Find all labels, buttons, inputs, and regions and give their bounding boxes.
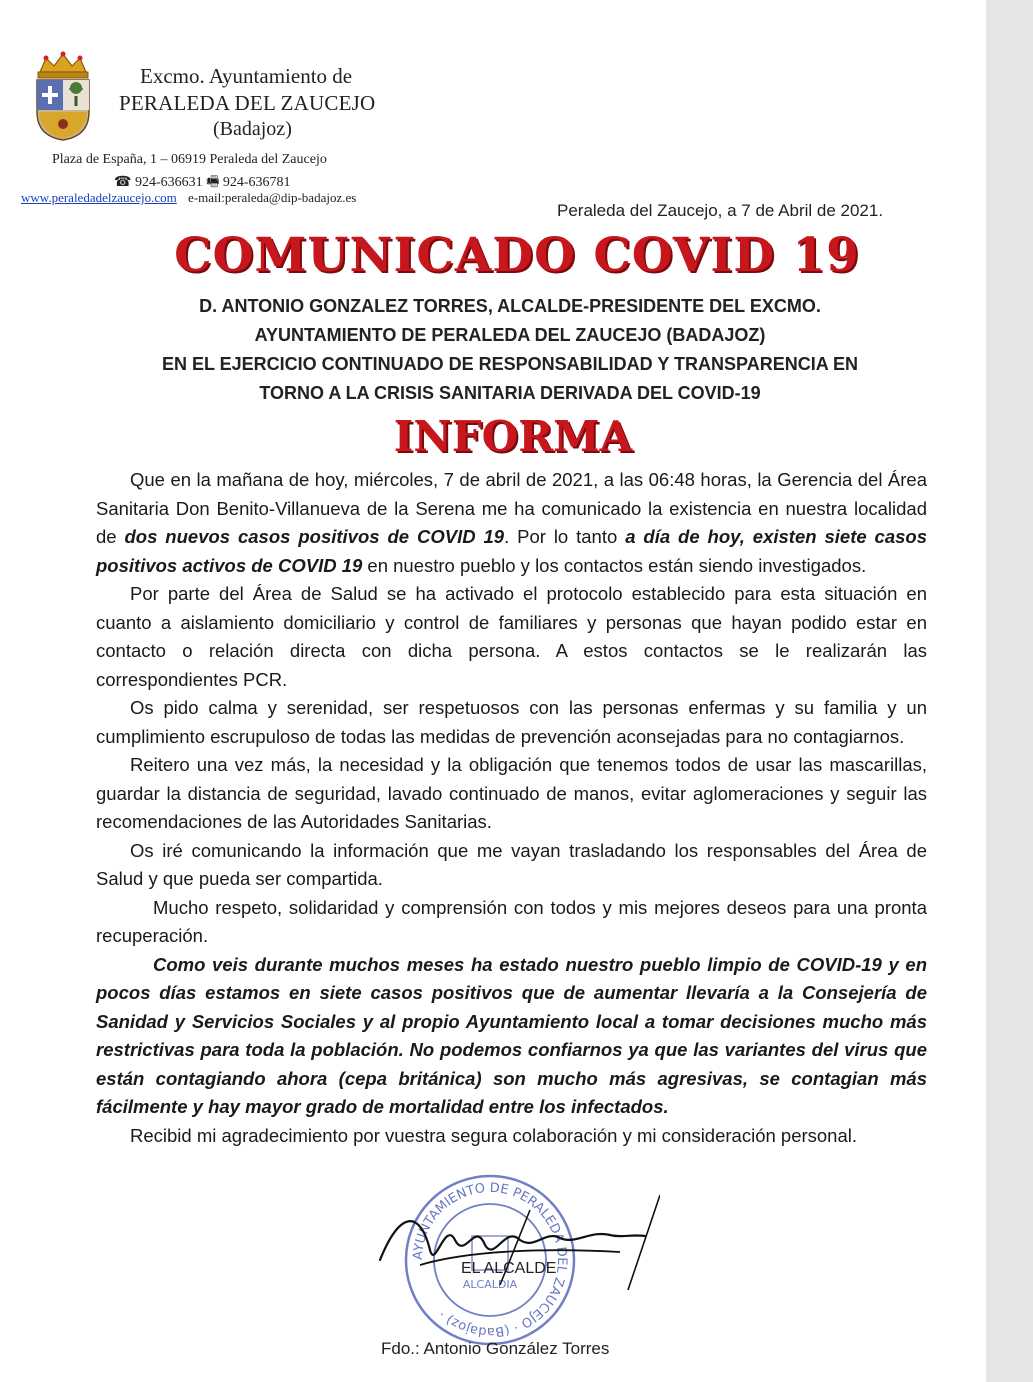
paragraph-6: Mucho respeto, solidaridad y comprensión con todos y mis mejores deseos para una pronta recuperación. — [96, 896, 927, 946]
paragraph-1: Que en la mañana de hoy, miércoles, 7 de abril de 2021, a las 06:48 horas, la Gerencia del Área Sanitaria Don Benito-Villanueva de la Serena me ha comunicado la existencia en nuestra localidad de dos nuevos casos positivos de COVID 19. Por lo tanto a día de hoy, existen siete casos positivos activos de COVID 19 en nuestro pueblo y los contactos están siendo investigados. — [96, 469, 928, 576]
intro-line-2: AYUNTAMIENTO DE PERALEDA DEL ZAUCEJO (BADAJOZ) — [254, 325, 766, 345]
paragraph-3: Os pido calma y serenidad, ser respetuosos con las personas enfermas y su familia y un cumplimiento escrupuloso de todas las medidas de prevención aconsejadas para no contagiarnos. — [96, 697, 927, 747]
paragraph-4: Reitero una vez más, la necesidad y la obligación que tenemos todos de usar las mascarillas, guardar la distancia de seguridad, lavado continuado de manos, evitar aglomeraciones y seguir las recomendaciones de las Autoridades Sanitarias. — [96, 754, 927, 832]
header-municipality: PERALEDA DEL ZAUCEJO — [119, 91, 376, 115]
header-province: (Badajoz) — [213, 118, 292, 140]
email-text: e-mail:peraleda@dip-badajoz.es — [188, 190, 357, 205]
paragraph-8: Recibid mi agradecimiento por vuestra segura colaboración y mi consideración personal. — [130, 1124, 858, 1146]
header-phone: ☎ 924-636631 🖷 924-636781 — [114, 175, 291, 190]
intro-line-3: EN EL EJERCICIO CONTINUADO DE RESPONSABILIDAD Y TRANSPARENCIA EN — [161, 354, 859, 374]
paragraph-7-emphasis: Como veis durante muchos meses ha estado nuestro pueblo limpio de COVID-19 y en pocos días estamos en siete casos positivos que de aumentar llevaría a la Consejería de Sanidad y Servicios Sociales y al propio Ayuntamiento local a tomar decisiones mucho más restrictivas para toda la población. No podemos confiarnos ya que las variantes del virus que están contagiando ahora (cepa británica) son mucho más agresivas, se contagian más fácilmente y hay mayor grado de mortalidad entre los infectados. — [96, 953, 927, 1117]
intro-line-1: D. ANTONIO GONZALEZ TORRES, ALCALDE-PRESIDENTE DEL EXCMO. — [199, 296, 821, 316]
paragraph-2: Por parte del Área de Salud se ha activado el protocolo establecido para esta situación en cuanto a aislamiento domiciliario y control de familiares y personas que hayan podido estar en contacto o relación directa con dicha persona. A estos contactos se le realizarán las correspondientes PCR. — [96, 583, 927, 690]
intro-line-4: TORNO A LA CRISIS SANITARIA DERIVADA DEL COVID-19 — [259, 383, 761, 403]
header-address: Plaza de España, 1 – 06919 Peraleda del Zaucejo — [52, 152, 327, 167]
signer-name: Fdo.: Antonio González Torres — [381, 1339, 610, 1358]
header-contact — [21, 190, 356, 206]
paragraph-5: Os iré comunicando la información que me vayan trasladando los responsables del Área de Salud y que pueda ser compartida. — [96, 839, 927, 889]
website-link[interactable]: www.peraledadelzaucejo.com — [21, 190, 177, 205]
informa-heading: INFORMA — [393, 412, 633, 461]
svg-text:AYUNTAMIENTO DE PERALEDA DEL Z: AYUNTAMIENTO DE PERALEDA DEL ZAUCEJO · (Badajoz) · — [410, 1180, 570, 1340]
document-title: COMUNICADO COVID 19 — [174, 228, 860, 283]
coat-of-arms-icon — [32, 50, 94, 142]
document-body — [96, 466, 927, 1150]
svg-text:ALCALDIA: ALCALDIA — [462, 1278, 518, 1291]
signer-role: EL ALCALDE — [461, 1260, 557, 1277]
document-date: Peraleda del Zaucejo, a 7 de Abril de 2021. — [557, 201, 884, 220]
header-line-1: Excmo. Ayuntamiento de — [140, 64, 353, 88]
